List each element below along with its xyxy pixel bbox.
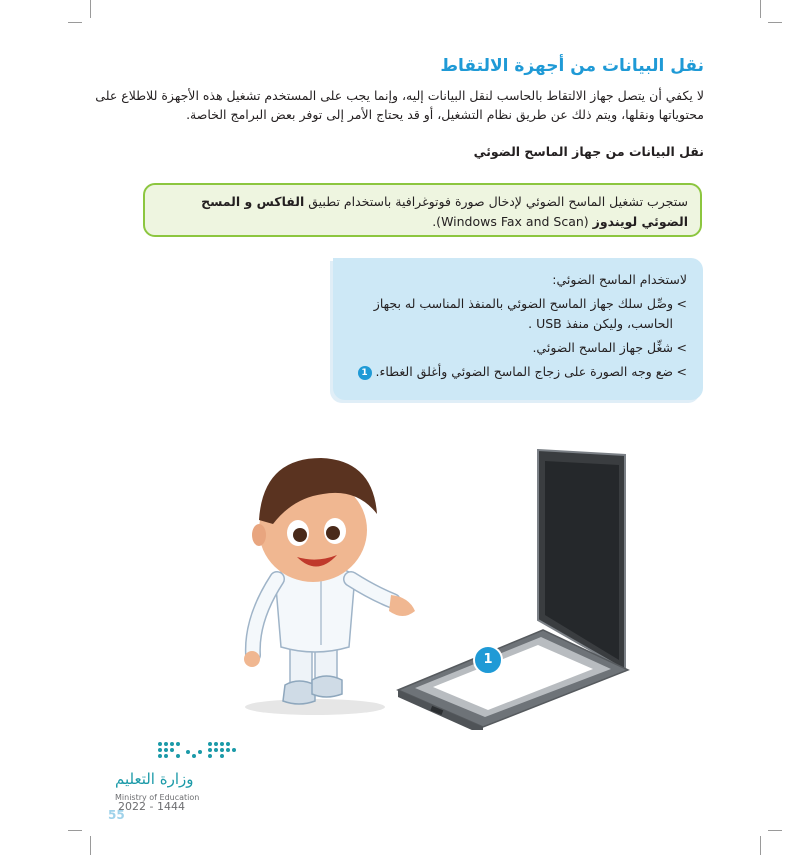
- crop-mark: [90, 0, 91, 18]
- ministry-logo: [113, 738, 243, 808]
- section-heading: نقل البيانات من جهاز الماسح الضوئي: [473, 144, 704, 159]
- crop-mark: [90, 836, 91, 855]
- step-badge: 1: [358, 366, 372, 380]
- page-number: 55: [108, 808, 125, 822]
- step-text: ضع وجه الصورة على زجاج الماسح الضوئي وأغلق الغطاء.: [371, 364, 673, 379]
- callout-number: 1: [483, 652, 493, 667]
- steps-box: [333, 258, 703, 400]
- activity-text-after: (Windows Fax and Scan).: [432, 214, 593, 229]
- crop-mark: [760, 0, 761, 18]
- ministry-name-en: Ministry of Education: [115, 793, 200, 802]
- year-label: 2022 - 1444: [118, 800, 185, 813]
- activity-box: [143, 183, 702, 237]
- step-text: شغِّل جهاز الماسح الضوئي.: [532, 340, 673, 355]
- steps-list: [347, 294, 687, 382]
- ministry-name-ar: وزارة التعليم: [115, 770, 194, 788]
- bullet-marker: >: [676, 364, 687, 379]
- scanner-illustration: [393, 445, 631, 730]
- logo-dots-icon: [155, 738, 245, 768]
- crop-mark: [768, 830, 782, 831]
- steps-heading: لاستخدام الماسح الضوئي:: [552, 272, 687, 287]
- bullet-marker: >: [676, 340, 687, 355]
- crop-mark: [760, 836, 761, 855]
- activity-app-name: الفاكس و المسح الضوئي لويندوز: [201, 194, 688, 229]
- activity-text-before: ستجرب تشغيل الماسح الضوئي لإدخال صورة فوتوغرافية باستخدام تطبيق: [304, 194, 688, 209]
- crop-mark: [768, 22, 782, 23]
- page-title: نقل البيانات من أجهزة الالتقاط: [440, 56, 704, 76]
- intro-paragraph: لا يكفي أن يتصل جهاز الالتقاط بالحاسب لنقل البيانات إليه، وإنما يجب على المستخدم تشغيل هذه الأجهزة للاطلاع على محتوياتها ونقلها، ويتم ذلك عن طريق نظام التشغيل، أو قد يحتاج الأمر إلى توفر بعض البرامج الخاصة.: [95, 88, 704, 122]
- callout-badge: [473, 645, 503, 675]
- bullet-marker: >: [676, 296, 687, 311]
- list-item: [347, 294, 687, 334]
- list-item: [347, 338, 687, 358]
- crop-mark: [68, 22, 82, 23]
- list-item: [347, 362, 687, 382]
- crop-mark: [68, 830, 82, 831]
- step-text: وصِّل سلك جهاز الماسح الضوئي بالمنفذ المناسب له بجهاز الحاسب، وليكن منفذ USB .: [373, 296, 673, 331]
